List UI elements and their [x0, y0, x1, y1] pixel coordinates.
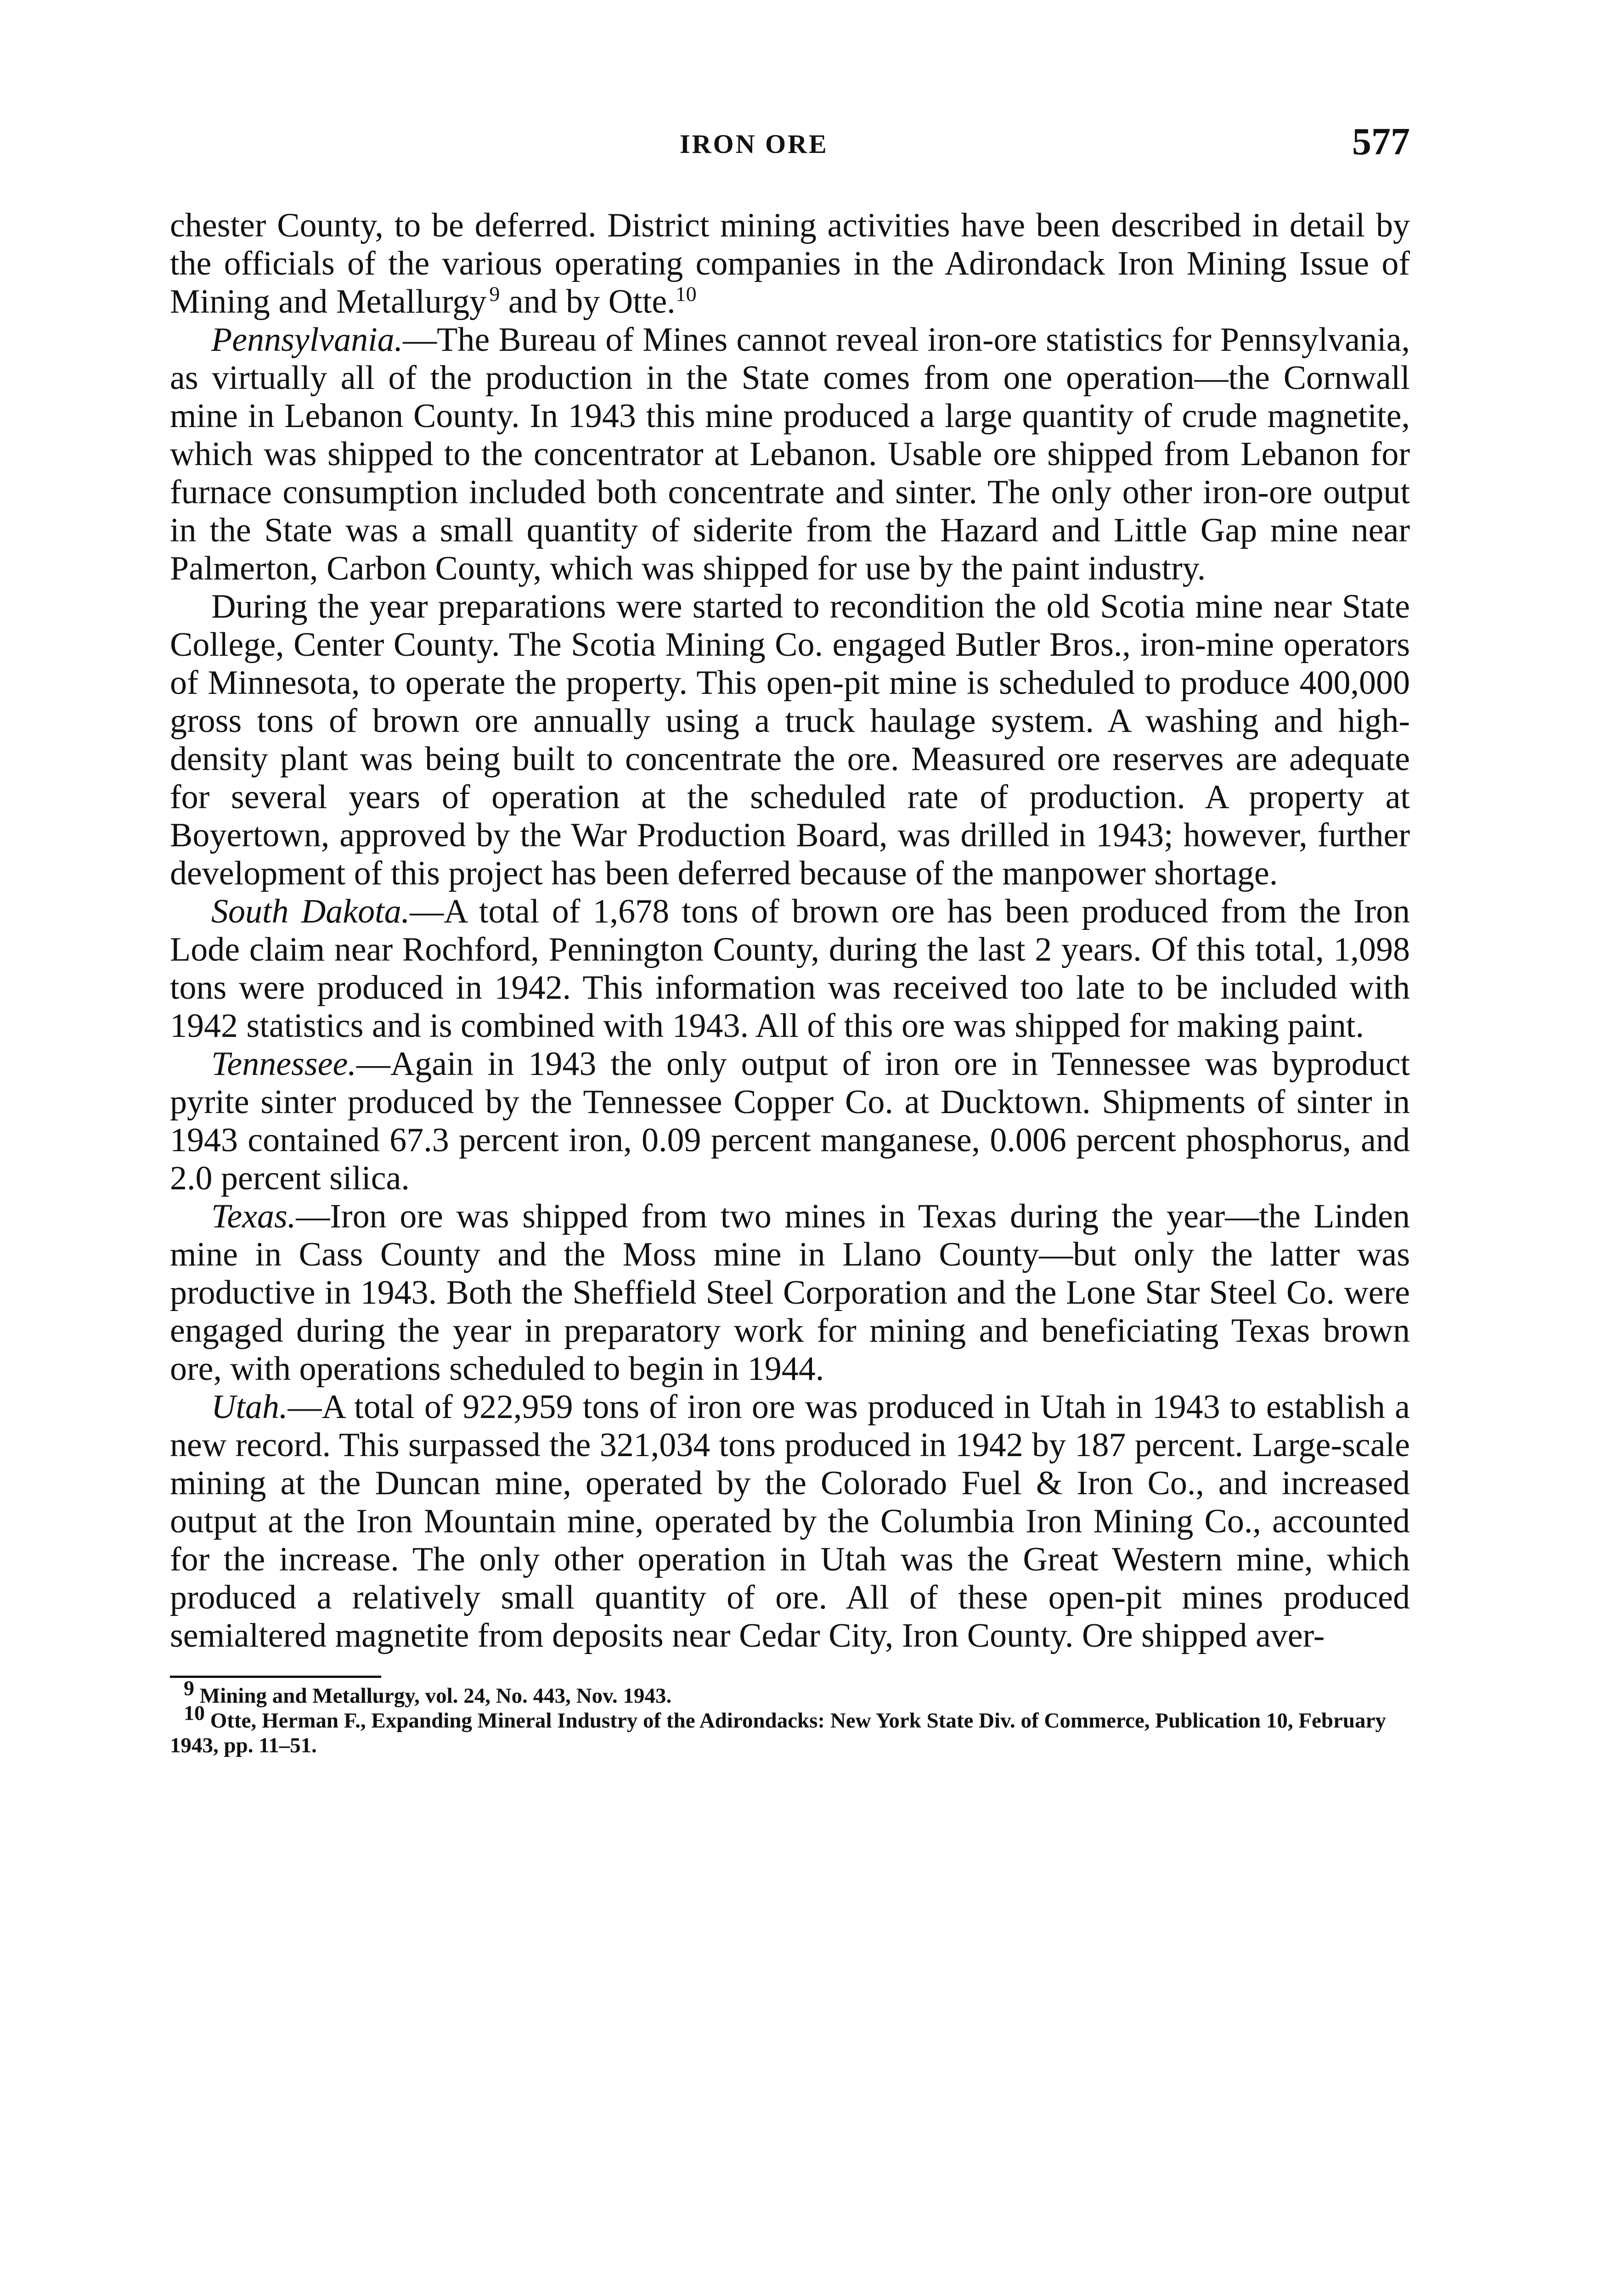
footnote-ref-10: 10	[675, 282, 697, 306]
paragraph-text: —Again in 1943 the only output of iron ore in Tennessee was byproduct pyrite sinter produced by the Tennessee Copper Co. at Ducktown. Shipments of sinter in 1943 contained 67.3 percent iron, 0.09 percent manganese, 0.006 percent phosphorus, and 2.0 percent silica.	[170, 1045, 1410, 1197]
paragraph-scotia-mine	[170, 588, 1410, 893]
footnote-text: Otte, Herman F., Expanding Mineral Industry of the Adirondacks: New York State Div. of Commerce, Publication 10, February 1943, pp. 11–51.	[170, 1709, 1386, 1757]
footnote-mark: 9	[184, 1676, 194, 1700]
paragraph-text: —Iron ore was shipped from two mines in Texas during the year—the Linden mine in Cass County and the Moss mine in Llano County—but only the latter was productive in 1943. Both the Sheffield Steel Corporation and the Lone Star Steel Co. were engaged during the year in preparatory work for mining and beneficiating Texas brown ore, with operations scheduled to begin in 1944.	[170, 1198, 1410, 1388]
footnotes	[170, 1676, 1410, 1758]
page-header	[170, 115, 1410, 170]
footnote-10	[170, 1701, 1410, 1758]
paragraph-text: —The Bureau of Mines cannot reveal iron-ore statistics for Pennsylvania, as virtually all of the production in the State comes from one operation—the Cornwall mine in Lebanon County. In 1943 this mine produced a large quantity of crude magnetite, which was shipped to the concentrator at Lebanon. Usable ore shipped from Lebanon for furnace consumption included both concentrate and sinter. The only other iron-ore output in the State was a small quantity of siderite from the Hazard and Little Gap mine near Palmerton, Carbon County, which was shipped for use by the paint industry.	[170, 321, 1410, 587]
paragraph-pennsylvania	[170, 321, 1410, 588]
section-heading-tennessee: Tennessee.	[211, 1045, 356, 1083]
paragraph-text: chester County, to be deferred. District mining activities have been described in detail by the officials of the various operating companies in the Adirondack Iron Mining Issue of Mining and Metallurgy	[170, 207, 1410, 321]
paragraph-text: —A total of 1,678 tons of brown ore has been produced from the Iron Lode claim near Rochford, Pennington County, during the last 2 years. Of this total, 1,098 tons were produced in 1942. This information was received too late to be included with 1942 statistics and is combined with 1943. All of this ore was shipped for making paint.	[170, 893, 1410, 1045]
paragraph-continuation	[170, 207, 1410, 321]
footnote-9	[170, 1676, 1410, 1708]
book-page	[170, 115, 1410, 2296]
page-number: 577	[1352, 120, 1410, 163]
paragraph-tennessee	[170, 1045, 1410, 1198]
running-head: IRON ORE	[680, 129, 829, 159]
footnote-text: Mining and Metallurgy, vol. 24, No. 443, Nov. 1943.	[199, 1684, 672, 1708]
footnote-divider	[170, 1676, 381, 1678]
paragraph-utah	[170, 1388, 1410, 1655]
paragraph-text: and by Otte.	[500, 283, 676, 321]
section-heading-utah: Utah.	[211, 1388, 288, 1426]
section-heading-pennsylvania: Pennsylvania.	[211, 321, 403, 359]
paragraph-south-dakota	[170, 893, 1410, 1045]
footnote-mark: 10	[184, 1701, 205, 1725]
paragraph-text: During the year preparations were started to recondition the old Scotia mine near State College, Center County. The Scotia Mining Co. engaged Butler Bros., iron-mine operators of Minnesota, to operate the property. This open-pit mine is scheduled to produce 400,000 gross tons of brown ore annually using a truck haulage system. A washing and high-density plant was being built to concentrate the ore. Measured ore reserves are adequate for several years of operation at the scheduled rate of production. A property at Boyertown, approved by the War Production Board, was drilled in 1943; however, further development of this project has been deferred because of the manpower shortage.	[170, 588, 1410, 892]
section-heading-texas: Texas.	[211, 1198, 296, 1235]
footnote-ref-9: 9	[489, 282, 500, 306]
paragraph-texas	[170, 1198, 1410, 1388]
body-text	[170, 207, 1410, 1655]
paragraph-text: —A total of 922,959 tons of iron ore was produced in Utah in 1943 to establish a new record. This surpassed the 321,034 tons produced in 1942 by 187 percent. Large-scale mining at the Duncan mine, operated by the Colorado Fuel & Iron Co., and increased output at the Iron Mountain mine, operated by the Columbia Iron Mining Co., accounted for the increase. The only other operation in Utah was the Great Western mine, which produced a relatively small quantity of ore. All of these open-pit mines produced semialtered magnetite from deposits near Cedar City, Iron County. Ore shipped aver-	[170, 1388, 1410, 1654]
section-heading-south-dakota: South Dakota.	[211, 893, 410, 930]
